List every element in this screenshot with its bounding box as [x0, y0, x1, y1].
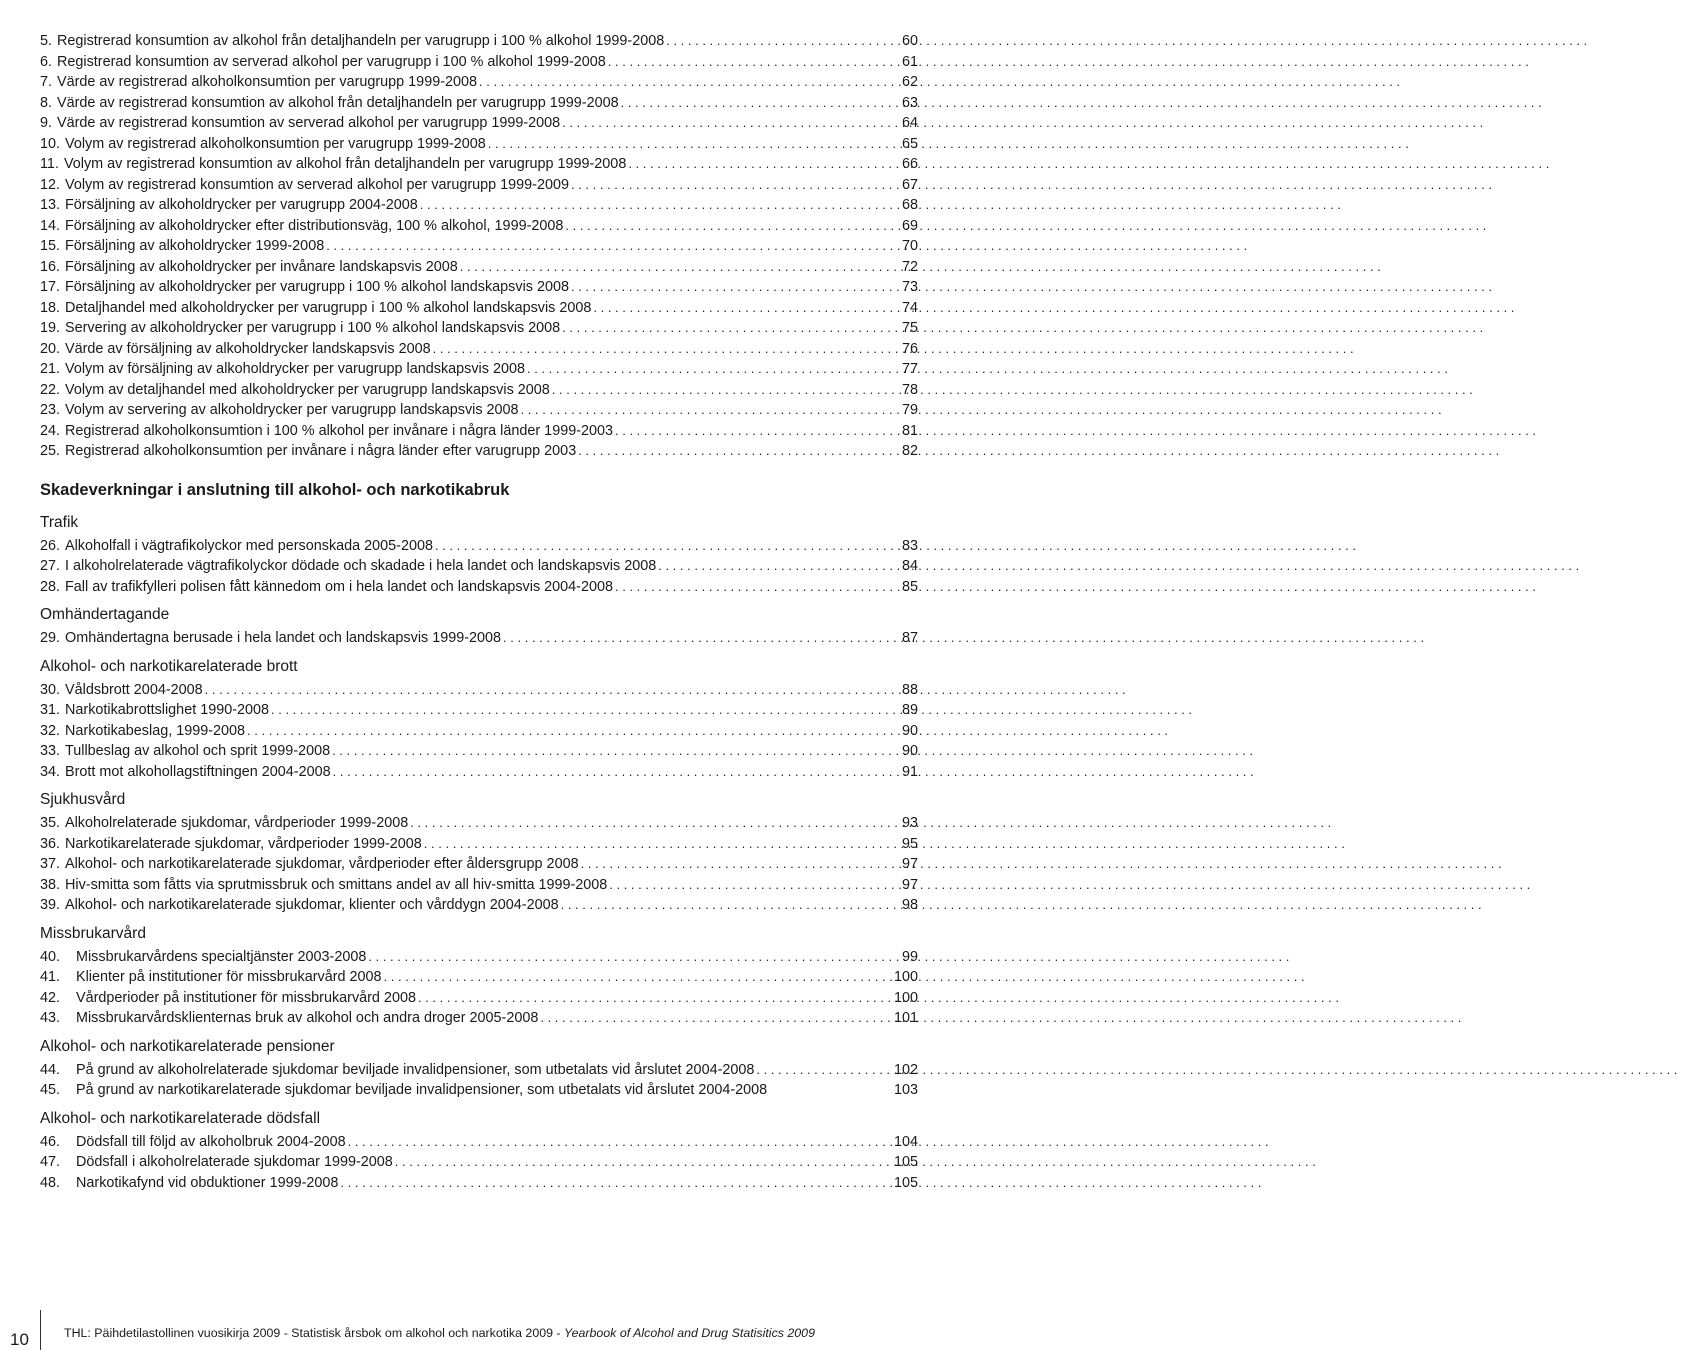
- subsection-heading: Alkohol- och narkotikarelaterade pensioner: [40, 1037, 335, 1055]
- toc-entry-number: 24.: [40, 422, 61, 439]
- section-heading: Skadeverkningar i anslutning till alkohol- och narkotikabruk: [40, 480, 510, 499]
- toc-entry: [40, 577, 918, 598]
- toc-entry-page: 100: [893, 989, 918, 1006]
- toc-entry-number: 46.: [40, 1133, 61, 1150]
- toc-entry-title: Försäljning av alkoholdrycker efter distributionsväg, 100 % alkohol, 1999-2008: [65, 217, 564, 234]
- footer-text-regular: THL: Päihdetilastollinen vuosikirja 2009 - Statistisk årsbok om alkohol och narkotika 2009 -: [64, 1326, 565, 1340]
- toc-entry-page: 95: [901, 835, 918, 852]
- toc-dot-leader: [503, 628, 874, 649]
- toc-entry-title: Tullbeslag av alkohol och sprit 1999-2008: [65, 743, 331, 759]
- toc-entry-number: 33.: [40, 743, 61, 759]
- toc-dot-leader: [247, 721, 874, 742]
- toc-entry-title: Registrerad alkoholkonsumtion i 100 % alkohol per invånare i några länder 1999-2003: [65, 422, 614, 439]
- toc-entry-number: 40.: [40, 948, 61, 965]
- toc-dot-leader: [488, 134, 874, 155]
- toc-entry: [40, 700, 918, 721]
- page-number: 10: [10, 1330, 29, 1349]
- toc-dot-leader: [621, 93, 874, 114]
- toc-dot-leader: [332, 741, 874, 762]
- toc-entry-page: 101: [893, 1010, 918, 1026]
- toc-dot-leader: [571, 175, 874, 196]
- toc-entry-number: 42.: [40, 989, 61, 1006]
- toc-entry-page: 91: [901, 763, 918, 780]
- toc-dot-leader: [756, 1060, 874, 1081]
- toc-entry-number: 16.: [40, 258, 61, 275]
- toc-entry-number: 8.: [40, 94, 53, 111]
- toc-entry-title: Dödsfall till följd av alkoholbruk 2004-2008: [76, 1133, 346, 1150]
- toc-entry: [40, 762, 918, 783]
- toc-dot-leader: [479, 72, 874, 93]
- toc-entry-number: 19.: [40, 320, 61, 336]
- toc-entry: [40, 741, 918, 762]
- toc-entry-page: 87: [901, 630, 918, 646]
- toc-entry-page: 61: [901, 53, 918, 70]
- subsection-heading: Alkohol- och narkotikarelaterade brott: [40, 657, 298, 675]
- toc-entry-title: Våldsbrott 2004-2008: [65, 681, 203, 698]
- toc-entry-number: 30.: [40, 681, 61, 698]
- toc-entry-page: 79: [901, 402, 918, 418]
- toc-entry-page: 85: [901, 578, 918, 595]
- toc-dot-leader: [565, 216, 874, 237]
- toc-entry-page: 104: [893, 1133, 918, 1150]
- toc-entry-title: Volym av servering av alkoholdrycker per varugrupp landskapsvis 2008: [65, 402, 519, 418]
- toc-entry-title: Volym av registrerad konsumtion av serverad alkohol per varugrupp 1999-2009: [65, 176, 569, 193]
- toc-entry-page: 88: [901, 681, 918, 698]
- toc-entry: [40, 895, 918, 916]
- toc-entry: [40, 318, 918, 339]
- toc-entry: [40, 628, 918, 649]
- toc-dot-leader: [628, 154, 874, 175]
- toc-entry: [40, 875, 918, 896]
- toc-entry-page: 63: [901, 94, 918, 111]
- subsection-heading: Trafik: [40, 513, 79, 531]
- toc-entry-title: Försäljning av alkoholdrycker 1999-2008: [65, 238, 325, 254]
- toc-dot-leader: [326, 236, 874, 257]
- toc-entry: [40, 52, 918, 73]
- toc-entry-page: 83: [901, 537, 918, 554]
- toc-entry-page: 105: [893, 1154, 918, 1170]
- toc-entry-page: 72: [901, 258, 918, 275]
- footer-divider: [40, 1310, 41, 1350]
- toc-entry-title: Klienter på institutioner för missbrukarvård 2008: [76, 969, 382, 985]
- toc-entry: [40, 257, 918, 278]
- toc-entry-number: 45.: [40, 1082, 61, 1098]
- toc-entry-title: Omhändertagna berusade i hela landet och landskapsvis 1999-2008: [65, 630, 502, 646]
- toc-entry-title: Detaljhandel med alkoholdrycker per varugrupp i 100 % alkohol landskapsvis 2008: [65, 299, 592, 316]
- toc-entry-title: Alkoholfall i vägtrafikolyckor med personskada 2005-2008: [65, 537, 433, 554]
- toc-entry-title: I alkoholrelaterade vägtrafikolyckor dödade och skadade i hela landet och landskapsvis 2008: [65, 558, 657, 574]
- toc-entry-title: Brott mot alkohollagstiftningen 2004-2008: [65, 763, 331, 780]
- toc-entry-title: Registrerad konsumtion av serverad alkohol per varugrupp i 100 % alkohol 1999-2008: [57, 53, 606, 70]
- toc-dot-leader: [395, 1152, 874, 1173]
- toc-dot-leader: [578, 441, 874, 462]
- toc-entry-title: Registrerad konsumtion av alkohol från detaljhandeln per varugrupp i 100 % alkohol 1999-2008: [57, 33, 665, 49]
- toc-dot-leader: [333, 762, 874, 783]
- toc-entry: [40, 988, 918, 1009]
- toc-entry: [40, 680, 918, 701]
- toc-dot-leader: [271, 700, 874, 721]
- toc-dot-leader: [561, 895, 874, 916]
- toc-dot-leader: [521, 400, 874, 421]
- toc-entry-page: 68: [901, 197, 918, 213]
- toc-dot-leader: [571, 277, 874, 298]
- toc-dot-leader: [410, 813, 874, 834]
- toc-entry-page: 103: [893, 1082, 918, 1098]
- toc-entry-page: 98: [901, 897, 918, 913]
- toc-entry-page: 73: [901, 279, 918, 295]
- toc-entry-page: 69: [901, 217, 918, 234]
- toc-entry-number: 17.: [40, 279, 61, 295]
- toc-entry-title: Narkotikarelaterade sjukdomar, vårdperioder 1999-2008: [65, 835, 422, 852]
- toc-entry: [40, 813, 918, 834]
- toc-dot-leader: [608, 52, 874, 73]
- toc-entry-number: 43.: [40, 1010, 61, 1026]
- toc-dot-leader: [348, 1132, 874, 1153]
- toc-entry-number: 34.: [40, 763, 61, 780]
- toc-dot-leader: [615, 577, 874, 598]
- toc-entry-number: 13.: [40, 197, 61, 213]
- toc-entry: [40, 72, 918, 93]
- page-footer: [0, 1310, 960, 1350]
- toc-entry: [40, 277, 918, 298]
- toc-entry: [40, 31, 918, 52]
- toc-entry: [40, 195, 918, 216]
- toc-entry-page: 62: [901, 74, 918, 90]
- toc-entry-title: Volym av registrerad konsumtion av alkohol från detaljhandeln per varugrupp 1999-2008: [63, 156, 627, 172]
- toc-dot-leader: [658, 556, 874, 577]
- toc-dot-leader: [593, 298, 874, 319]
- toc-entry-page: 84: [901, 558, 918, 574]
- toc-entry: [40, 1173, 918, 1194]
- toc-entry-page: 67: [901, 176, 918, 193]
- toc-entry: [40, 380, 918, 401]
- toc-entry-title: Missbrukarvårdsklienternas bruk av alkohol och andra droger 2005-2008: [76, 1010, 539, 1026]
- toc-entry: [40, 556, 918, 577]
- toc-entry-number: 37.: [40, 856, 61, 872]
- toc-entry-page: 99: [901, 948, 918, 965]
- toc-dot-leader: [368, 947, 874, 968]
- toc-entry-number: 14.: [40, 217, 61, 234]
- toc-entry-number: 29.: [40, 630, 61, 646]
- toc-entry-page: 97: [901, 856, 918, 872]
- toc-entry-number: 21.: [40, 361, 61, 377]
- toc-entry: [40, 113, 918, 134]
- toc-entry-number: 41.: [40, 969, 61, 985]
- toc-entry: [40, 154, 918, 175]
- toc-entry: [40, 298, 918, 319]
- toc-entry: [40, 175, 918, 196]
- toc-entry-number: 10.: [40, 135, 61, 152]
- table-of-contents: [40, 31, 918, 1193]
- toc-entry-title: Dödsfall i alkoholrelaterade sjukdomar 1999-2008: [76, 1154, 393, 1170]
- toc-dot-leader: [562, 113, 874, 134]
- toc-entry-title: Alkohol- och narkotikarelaterade sjukdomar, klienter och vårddygn 2004-2008: [65, 897, 559, 913]
- toc-entry-number: 12.: [40, 176, 61, 193]
- toc-entry: [40, 400, 918, 421]
- toc-entry: [40, 536, 918, 557]
- toc-entry-title: Värde av försäljning av alkoholdrycker landskapsvis 2008: [65, 340, 431, 357]
- toc-entry-page: 100: [893, 969, 918, 985]
- toc-dot-leader: [435, 536, 874, 557]
- toc-entry-title: Narkotikabrottslighet 1990-2008: [65, 702, 270, 718]
- toc-entry-page: 82: [901, 443, 918, 459]
- toc-entry-title: Försäljning av alkoholdrycker per varugrupp i 100 % alkohol landskapsvis 2008: [65, 279, 569, 295]
- toc-entry-number: 31.: [40, 702, 61, 718]
- toc-entry: [40, 134, 918, 155]
- toc-entry: [40, 1080, 918, 1101]
- toc-entry-title: Alkohol- och narkotikarelaterade sjukdomar, vårdperioder efter åldersgrupp 2008: [65, 856, 579, 872]
- toc-entry-number: 5.: [40, 33, 53, 49]
- subsection-heading: Sjukhusvård: [40, 791, 126, 808]
- toc-entry-number: 38.: [40, 876, 61, 893]
- toc-entry-number: 35.: [40, 815, 61, 831]
- toc-entry-title: Missbrukarvårdens specialtjänster 2003-2008: [76, 948, 367, 965]
- toc-entry: [40, 421, 918, 442]
- toc-entry-page: 64: [901, 115, 918, 131]
- toc-entry: [40, 93, 918, 114]
- toc-entry: [40, 1132, 918, 1153]
- toc-dot-leader: [562, 318, 874, 339]
- toc-entry-page: 74: [901, 299, 918, 316]
- toc-entry-title: Alkoholrelaterade sjukdomar, vårdperioder 1999-2008: [65, 815, 409, 831]
- toc-entry-number: 32.: [40, 722, 61, 739]
- toc-entry-title: Värde av registrerad konsumtion av serverad alkohol per varugrupp 1999-2008: [57, 115, 561, 131]
- toc-entry-title: Försäljning av alkoholdrycker per varugrupp 2004-2008: [65, 197, 418, 213]
- toc-dot-leader: [527, 359, 874, 380]
- toc-dot-leader: [418, 988, 874, 1009]
- toc-dot-leader: [609, 875, 874, 896]
- toc-entry: [40, 1008, 918, 1029]
- toc-entry: [40, 834, 918, 855]
- toc-entry-number: 39.: [40, 897, 61, 913]
- toc-entry-title: Hiv-smitta som fåtts via sprutmissbruk och smittans andel av all hiv-smitta 1999-2008: [65, 876, 608, 893]
- toc-entry-number: 11.: [40, 156, 59, 172]
- toc-entry: [40, 721, 918, 742]
- toc-entry-title: Registrerad alkoholkonsumtion per invånare i några länder efter varugrupp 2003: [65, 443, 577, 459]
- toc-entry: [40, 441, 918, 462]
- toc-entry-number: 20.: [40, 340, 61, 357]
- toc-entry-number: 47.: [40, 1154, 61, 1170]
- toc-entry-number: 36.: [40, 835, 61, 852]
- toc-dot-leader: [205, 680, 874, 701]
- toc-dot-leader: [666, 31, 874, 52]
- toc-entry-page: 90: [901, 743, 918, 759]
- toc-entry-number: 28.: [40, 578, 61, 595]
- toc-entry-title: Volym av registrerad alkoholkonsumtion per varugrupp 1999-2008: [65, 135, 486, 152]
- toc-dot-leader: [552, 380, 874, 401]
- toc-dot-leader: [540, 1008, 874, 1029]
- toc-entry-page: 75: [901, 320, 918, 336]
- toc-entry-number: 27.: [40, 558, 61, 574]
- toc-dot-leader: [424, 834, 874, 855]
- subsection-heading: Alkohol- och narkotikarelaterade dödsfall: [40, 1109, 321, 1127]
- toc-entry-title: På grund av alkoholrelaterade sjukdomar beviljade invalidpensioner, som utbetalats vid årslutet 2004-2008: [76, 1061, 755, 1078]
- toc-entry-page: 97: [901, 876, 918, 893]
- toc-entry-number: 7.: [40, 74, 53, 90]
- toc-dot-leader: [615, 421, 874, 442]
- toc-dot-leader: [460, 257, 874, 278]
- toc-entry: [40, 947, 918, 968]
- toc-entry: [40, 359, 918, 380]
- toc-entry-number: 9.: [40, 115, 53, 131]
- toc-entry-page: 90: [901, 722, 918, 739]
- toc-dot-leader: [340, 1173, 874, 1194]
- toc-entry-number: 23.: [40, 402, 61, 418]
- footer-text-italic: Yearbook of Alcohol and Drug Statisitics 2009: [564, 1326, 815, 1340]
- toc-dot-leader: [433, 339, 874, 360]
- toc-entry-page: 76: [901, 340, 918, 357]
- toc-entry-number: 15.: [40, 238, 61, 254]
- toc-entry-title: Servering av alkoholdrycker per varugrupp i 100 % alkohol landskapsvis 2008: [65, 320, 561, 336]
- toc-entry-number: 6.: [40, 53, 53, 70]
- toc-entry-number: 26.: [40, 537, 61, 554]
- toc-entry-number: 18.: [40, 299, 61, 316]
- toc-entry-title: Vårdperioder på institutioner för missbrukarvård 2008: [76, 989, 416, 1006]
- toc-entry-page: 89: [901, 702, 918, 718]
- toc-entry-title: Försäljning av alkoholdrycker per invånare landskapsvis 2008: [65, 258, 458, 275]
- toc-dot-leader: [581, 854, 874, 875]
- toc-entry-page: 77: [901, 361, 918, 377]
- toc-entry: [40, 216, 918, 237]
- toc-entry-page: 81: [901, 422, 918, 439]
- subsection-heading: Omhändertagande: [40, 606, 170, 623]
- toc-entry-title: Narkotikafynd vid obduktioner 1999-2008: [76, 1174, 339, 1191]
- toc-entry-number: 25.: [40, 443, 61, 459]
- toc-entry-page: 93: [901, 815, 918, 831]
- toc-entry-page: 102: [893, 1061, 918, 1078]
- toc-entry-page: 78: [901, 381, 918, 398]
- toc-entry-title: Volym av detaljhandel med alkoholdrycker per varugrupp landskapsvis 2008: [65, 381, 550, 398]
- toc-entry-page: 66: [901, 156, 918, 172]
- toc-entry-number: 44.: [40, 1061, 61, 1078]
- toc-dot-leader: [420, 195, 874, 216]
- subsection-heading: Missbrukarvård: [40, 924, 146, 942]
- toc-entry-title: Narkotikabeslag, 1999-2008: [65, 722, 246, 739]
- toc-entry-page: 60: [901, 33, 918, 49]
- toc-entry-number: 22.: [40, 381, 61, 398]
- toc-entry-page: 105: [893, 1174, 918, 1191]
- toc-entry: [40, 236, 918, 257]
- toc-entry: [40, 967, 918, 988]
- toc-entry-page: 70: [901, 238, 918, 254]
- toc-entry-title: Volym av försäljning av alkoholdrycker per varugrupp landskapsvis 2008: [65, 361, 525, 377]
- toc-entry: [40, 854, 918, 875]
- toc-entry-title: Värde av registrerad alkoholkonsumtion per varugrupp 1999-2008: [57, 74, 478, 90]
- toc-dot-leader: [384, 967, 874, 988]
- toc-entry-title: På grund av narkotikarelaterade sjukdomar beviljade invalidpensioner, som utbetalats vid årslutet 2004-2008: [76, 1082, 768, 1098]
- toc-entry-title: Fall av trafikfylleri polisen fått kännedom om i hela landet och landskapsvis 2004-2008: [65, 578, 613, 595]
- toc-entry: [40, 339, 918, 360]
- toc-entry: [40, 1060, 918, 1081]
- toc-entry-title: Värde av registrerad konsumtion av alkohol från detaljhandeln per varugrupp 1999-2008: [57, 94, 619, 111]
- toc-entry-page: 65: [901, 135, 918, 152]
- footer-publication-title: [64, 1326, 815, 1340]
- toc-entry: [40, 1152, 918, 1173]
- toc-entry-number: 48.: [40, 1174, 61, 1191]
